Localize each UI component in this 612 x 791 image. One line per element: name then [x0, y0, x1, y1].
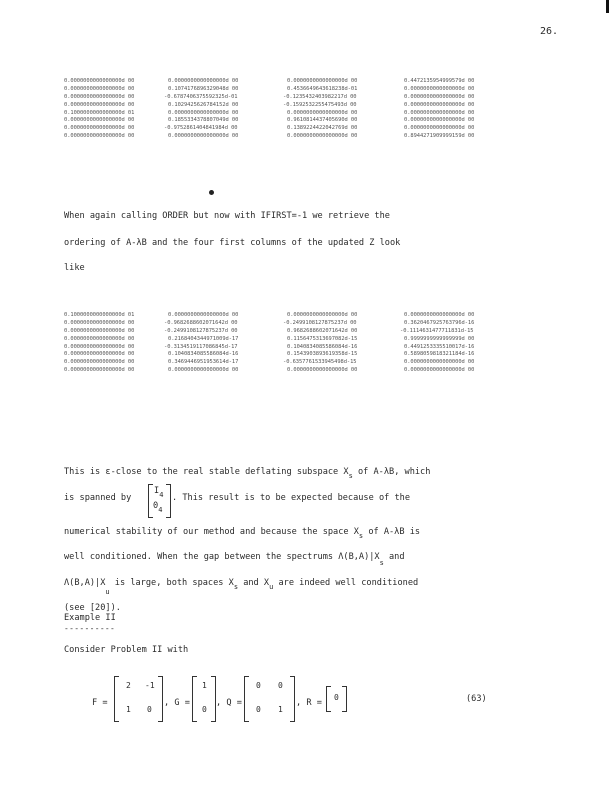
matrix-cell: 0.0000000000000000d 00: [64, 367, 135, 374]
bracket-right: [166, 484, 171, 518]
scan-corner-mark: [606, 0, 609, 13]
matrix-cell: -0.2499108127875237d 00: [283, 319, 357, 326]
matrix-cell: 0.1000000000000000d 01: [64, 109, 135, 116]
R-bracket-left: [326, 686, 331, 712]
paragraph-2-line-2b: . This result is to be expected because of the: [172, 493, 410, 503]
matrix-cell: 0.1543903893619358d-15: [287, 351, 358, 358]
matrix-cell: -0.6787406375592325d-01: [164, 93, 238, 100]
matrix-cell: 0.0000000000000000d 00: [64, 319, 135, 326]
matrix-cell: 0.0000000000000000d 00: [404, 85, 475, 92]
matrix-cell: 0.1389224422042769d 00: [287, 125, 358, 132]
matrix-cell: 0.1156475313697082d-15: [287, 335, 358, 342]
Q-entry: 0: [256, 681, 261, 690]
G-bracket-left: [192, 676, 197, 722]
matrix-cell: 0.1029425626784152d 00: [168, 101, 239, 108]
F-bracket-left: [114, 676, 119, 722]
matrix-cell: 0.0000000000000000d 00: [287, 133, 358, 140]
eq-G-label: , G =: [164, 698, 190, 708]
matrix-cell: 0.1074176896329048d 00: [168, 85, 239, 92]
matrix-cell: -0.1114631477711831d-15: [400, 327, 474, 334]
paragraph-1-line-2: ordering of A-λB and the four first columns of the updated Z look: [64, 238, 401, 248]
eq-F-label: F =: [92, 698, 108, 708]
matrix-cell: 0.1855334378807049d 00: [168, 117, 239, 124]
matrix-cell: 0.0000000000000000d 00: [64, 125, 135, 132]
Q-entry: 0: [256, 705, 261, 714]
Q-bracket-right: [290, 676, 295, 722]
matrix-cell: -0.6357761533945498d-15: [283, 359, 357, 366]
matrix-cell: 0.0000000000000000d 00: [64, 343, 135, 350]
matrix-cell: 0.0000000000000000d 00: [168, 78, 239, 84]
example-heading: Example II: [64, 613, 116, 623]
matrix-cell: 0.0000000000000000d 00: [404, 117, 475, 124]
matrix-cell: 0.4472135954999579d 00: [404, 78, 475, 84]
matrix-cell: 0.0000000000000000d 00: [64, 359, 135, 366]
matrix-cell: 0.0000000000000000d 00: [64, 93, 135, 100]
example-heading-underline: ----------: [64, 624, 116, 633]
matrix-cell: -0.3134519117086845d-17: [164, 343, 238, 350]
subscript: s: [348, 472, 353, 480]
matrix-cell: 0.0000000000000000d 00: [287, 78, 358, 84]
equation-number: (63): [466, 694, 487, 704]
matrix-cell: 0.0000000000000000d 00: [64, 85, 135, 92]
paragraph-2-line-4: well conditioned. When the gap between the spectrums $\Lambda(B,A)|X_s$ and: [64, 552, 405, 567]
matrix-cell: 0.1040834085586084d-16: [287, 343, 358, 350]
matrix-cell: 0.0000000000000000d 00: [64, 335, 135, 342]
matrix-cell: 0.0000000000000000d 00: [168, 133, 239, 140]
matrix-cell: 0.0000000000000000d 00: [64, 327, 135, 334]
matrix-cell: 0.1000000000000000d 01: [64, 312, 135, 318]
identity-block: $I_4$: [154, 486, 164, 499]
F-entry: -1: [145, 681, 155, 690]
matrix-cell: 0.3469446951953614d-17: [168, 359, 239, 366]
matrix-cell: 0.0000000000000000d 00: [64, 133, 135, 140]
matrix-cell: -0.1592532255475493d 00: [283, 101, 357, 108]
paragraph-2-line-3: numerical stability of our method and because the space $X_s$ of A-λB is: [64, 527, 421, 540]
R-entry: 0: [334, 693, 339, 702]
matrix-cell: 0.4536649643618238d-01: [287, 85, 358, 92]
matrix-cell: 0.0000000000000000d 00: [404, 125, 475, 132]
matrix-cell: 0.0000000000000000d 00: [168, 109, 239, 116]
F-entry: 0: [147, 705, 152, 714]
matrix-cell: 0.0000000000000000d 00: [168, 312, 239, 318]
Q-entry: 0: [278, 681, 283, 690]
matrix-cell: -0.1235432403982217d 00: [283, 93, 357, 100]
matrix-cell: 0.9682688602071642d 00: [287, 327, 358, 334]
matrix-cell: 0.0000000000000000d 00: [64, 78, 135, 84]
matrix-cell: 0.4491253335510017d-16: [404, 343, 475, 350]
matrix-cell: 0.0000000000000000d 00: [64, 117, 135, 124]
matrix-cell: 0.0000000000000000d 00: [168, 367, 239, 374]
matrix-cell: 0.2168404344971009d-17: [168, 335, 239, 342]
consider-line: Consider Problem II with: [64, 645, 189, 655]
G-entry: 1: [202, 681, 207, 690]
F-entry: 2: [126, 681, 131, 690]
matrix-cell: -0.2499108127875237d 00: [164, 327, 238, 334]
eq-Q-label: , Q =: [216, 698, 242, 708]
paragraph-2-line-2a: is spanned by: [64, 493, 132, 503]
matrix-cell: 0.9999999999999999d 00: [404, 335, 475, 342]
eq-R-label: , R =: [296, 698, 322, 708]
paragraph-1-line-3: like: [64, 263, 85, 273]
matrix-cell: 0.9610814437405690d 00: [287, 117, 358, 124]
page-number: 26.: [540, 26, 559, 37]
R-bracket-right: [342, 686, 347, 712]
matrix-cell: 0.0000000000000000d 00: [404, 359, 475, 366]
matrix-cell: 0.3620467925763796d-16: [404, 319, 475, 326]
Q-bracket-left: [244, 676, 249, 722]
paragraph-2-line-1: [64, 467, 431, 480]
matrix-cell: 0.0000000000000000d 00: [287, 312, 358, 318]
paragraph-2-line-6: (see [20]).: [64, 603, 121, 613]
matrix-cell: 0.0000000000000000d 00: [287, 367, 358, 374]
G-entry: 0: [202, 705, 207, 714]
Q-entry: 1: [278, 705, 283, 714]
matrix-cell: 0.0000000000000000d 00: [404, 367, 475, 374]
paragraph-1-line-1: When again calling ORDER but now with IFIRST=-1 we retrieve the: [64, 211, 390, 221]
F-entry: 1: [126, 705, 131, 714]
matrix-cell: -0.9752861404841984d 00: [164, 125, 238, 132]
matrix-cell: 0.0000000000000000d 00: [64, 351, 135, 358]
matrix-cell: 0.0000000000000000d 00: [404, 101, 475, 108]
matrix-cell: -0.9682688602071642d 00: [164, 319, 238, 326]
matrix-cell: 0.0000000000000000d 00: [404, 93, 475, 100]
matrix-cell: 0.1040834085586084d-16: [168, 351, 239, 358]
zero-block: $0_4$: [153, 501, 163, 514]
matrix-cell: 0.0000000000000000d 00: [404, 312, 475, 318]
paragraph-2-line-5: $\Lambda(B,A)|X_u$ is large, both spaces $X_s$ and $X_u$ are indeed well conditioned: [64, 578, 419, 596]
matrix-cell: 0.5898059818321184d-16: [404, 351, 475, 358]
ink-dot: [209, 190, 214, 195]
F-bracket-right: [158, 676, 163, 722]
matrix-cell: 0.8944271909999159d 00: [404, 133, 475, 140]
matrix-cell: 0.0000000000000000d 00: [404, 109, 475, 116]
text-fragment: of A-λB, which: [352, 467, 431, 477]
text-fragment: This is ε-close to the real stable deflating subspace X: [64, 467, 349, 477]
matrix-cell: 0.0000000000000000d 00: [287, 109, 358, 116]
matrix-cell: 0.0000000000000000d 00: [64, 101, 135, 108]
